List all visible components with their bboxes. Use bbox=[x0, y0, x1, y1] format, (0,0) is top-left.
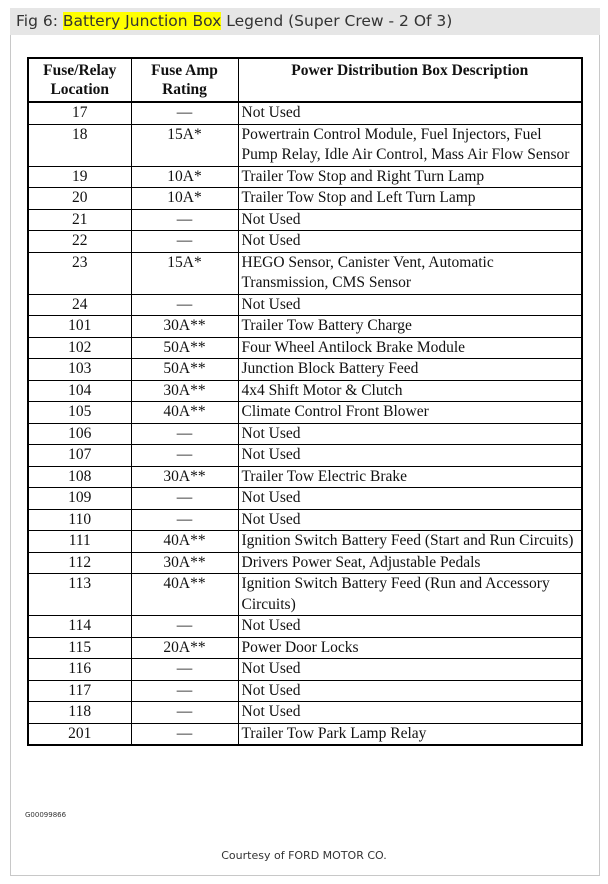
fuse-description-cell: Not Used bbox=[238, 616, 582, 638]
fuse-location-cell: 103 bbox=[28, 359, 131, 381]
fuse-amp-cell: — bbox=[131, 231, 238, 253]
table-row bbox=[28, 423, 582, 445]
table-row bbox=[28, 637, 582, 659]
fuse-location-cell: 201 bbox=[28, 723, 131, 745]
fuse-amp-cell: — bbox=[131, 488, 238, 510]
table-row bbox=[28, 488, 582, 510]
figure-code: G00099866 bbox=[25, 811, 67, 819]
courtesy-credit: Courtesy of FORD MOTOR CO. bbox=[221, 849, 387, 862]
fuse-description-cell: Trailer Tow Park Lamp Relay bbox=[238, 723, 582, 745]
fuse-location-cell: 18 bbox=[28, 124, 131, 166]
fuse-location-cell: 104 bbox=[28, 380, 131, 402]
table-row bbox=[28, 702, 582, 724]
fuse-amp-cell: 30A** bbox=[131, 316, 238, 338]
fuse-description-cell: Not Used bbox=[238, 102, 582, 124]
table-row bbox=[28, 680, 582, 702]
table-row bbox=[28, 231, 582, 253]
table-row bbox=[28, 359, 582, 381]
fuse-location-cell: 113 bbox=[28, 574, 131, 616]
fuse-description-cell: Climate Control Front Blower bbox=[238, 402, 582, 424]
table-row bbox=[28, 509, 582, 531]
fuse-description-cell: Not Used bbox=[238, 209, 582, 231]
fuse-location-cell: 23 bbox=[28, 252, 131, 294]
fuse-amp-cell: 15A* bbox=[131, 252, 238, 294]
fuse-location-cell: 115 bbox=[28, 637, 131, 659]
table-row bbox=[28, 188, 582, 210]
fuse-location-cell: 118 bbox=[28, 702, 131, 724]
fuse-amp-cell: — bbox=[131, 209, 238, 231]
header-amp-rating: Fuse Amp Rating bbox=[131, 58, 238, 102]
fuse-description-cell: Ignition Switch Battery Feed (Start and Run Circuits) bbox=[238, 531, 582, 553]
fuse-amp-cell: 10A* bbox=[131, 188, 238, 210]
fuse-location-cell: 117 bbox=[28, 680, 131, 702]
fuse-description-cell: Not Used bbox=[238, 659, 582, 681]
fuse-amp-cell: — bbox=[131, 294, 238, 316]
fuse-location-cell: 24 bbox=[28, 294, 131, 316]
figure-title bbox=[10, 8, 600, 35]
fuse-location-cell: 109 bbox=[28, 488, 131, 510]
fuse-description-cell: Four Wheel Antilock Brake Module bbox=[238, 337, 582, 359]
table-row bbox=[28, 574, 582, 616]
fuse-location-cell: 105 bbox=[28, 402, 131, 424]
table-row bbox=[28, 337, 582, 359]
title-prefix: Fig 6: bbox=[16, 12, 63, 30]
fuse-location-cell: 102 bbox=[28, 337, 131, 359]
fuse-location-cell: 19 bbox=[28, 166, 131, 188]
table-row bbox=[28, 659, 582, 681]
fuse-amp-cell: 40A** bbox=[131, 402, 238, 424]
fuse-description-cell: HEGO Sensor, Canister Vent, Automatic Transmission, CMS Sensor bbox=[238, 252, 582, 294]
fuse-location-cell: 20 bbox=[28, 188, 131, 210]
table-row bbox=[28, 209, 582, 231]
fuse-description-cell: Not Used bbox=[238, 231, 582, 253]
fuse-location-cell: 22 bbox=[28, 231, 131, 253]
fuse-amp-cell: 50A** bbox=[131, 359, 238, 381]
table-row bbox=[28, 466, 582, 488]
fuse-description-cell: Not Used bbox=[238, 702, 582, 724]
table-row bbox=[28, 445, 582, 467]
fuse-description-cell: Not Used bbox=[238, 423, 582, 445]
fuse-location-cell: 114 bbox=[28, 616, 131, 638]
title-highlight: Battery Junction Box bbox=[62, 12, 222, 30]
fuse-description-cell: Junction Block Battery Feed bbox=[238, 359, 582, 381]
header-location: Fuse/Relay Location bbox=[28, 58, 131, 102]
fuse-location-cell: 116 bbox=[28, 659, 131, 681]
fuse-description-cell: Ignition Switch Battery Feed (Run and Accessory Circuits) bbox=[238, 574, 582, 616]
fuse-location-cell: 111 bbox=[28, 531, 131, 553]
fuse-location-cell: 112 bbox=[28, 552, 131, 574]
fuse-legend-table bbox=[27, 57, 583, 746]
table-row bbox=[28, 124, 582, 166]
fuse-location-cell: 106 bbox=[28, 423, 131, 445]
fuse-amp-cell: — bbox=[131, 680, 238, 702]
fuse-description-cell: Not Used bbox=[238, 445, 582, 467]
fuse-location-cell: 21 bbox=[28, 209, 131, 231]
fuse-location-cell: 110 bbox=[28, 509, 131, 531]
fuse-amp-cell: — bbox=[131, 702, 238, 724]
fuse-description-cell: Not Used bbox=[238, 294, 582, 316]
fuse-description-cell: Trailer Tow Electric Brake bbox=[238, 466, 582, 488]
fuse-amp-cell: 10A* bbox=[131, 166, 238, 188]
fuse-location-cell: 108 bbox=[28, 466, 131, 488]
fuse-location-cell: 101 bbox=[28, 316, 131, 338]
fuse-amp-cell: 30A** bbox=[131, 380, 238, 402]
title-suffix: Legend (Super Crew - 2 Of 3) bbox=[221, 12, 453, 30]
fuse-amp-cell: 15A* bbox=[131, 124, 238, 166]
fuse-amp-cell: — bbox=[131, 616, 238, 638]
table-row bbox=[28, 166, 582, 188]
fuse-amp-cell: 20A** bbox=[131, 637, 238, 659]
fuse-amp-cell: — bbox=[131, 423, 238, 445]
table-row bbox=[28, 294, 582, 316]
table-row bbox=[28, 380, 582, 402]
table-row bbox=[28, 616, 582, 638]
fuse-amp-cell: 40A** bbox=[131, 574, 238, 616]
table-row bbox=[28, 531, 582, 553]
fuse-description-cell: Not Used bbox=[238, 488, 582, 510]
fuse-amp-cell: — bbox=[131, 723, 238, 745]
fuse-amp-cell: 30A** bbox=[131, 466, 238, 488]
table-row bbox=[28, 316, 582, 338]
fuse-description-cell: Not Used bbox=[238, 680, 582, 702]
table-row bbox=[28, 252, 582, 294]
fuse-amp-cell: 50A** bbox=[131, 337, 238, 359]
fuse-amp-cell: — bbox=[131, 509, 238, 531]
fuse-amp-cell: 30A** bbox=[131, 552, 238, 574]
fuse-description-cell: Trailer Tow Battery Charge bbox=[238, 316, 582, 338]
fuse-description-cell: Drivers Power Seat, Adjustable Pedals bbox=[238, 552, 582, 574]
table-row bbox=[28, 102, 582, 124]
table-header-row bbox=[28, 58, 582, 102]
table-body bbox=[28, 102, 582, 745]
header-description: Power Distribution Box Description bbox=[238, 58, 582, 102]
table-row bbox=[28, 402, 582, 424]
fuse-location-cell: 17 bbox=[28, 102, 131, 124]
fuse-amp-cell: — bbox=[131, 445, 238, 467]
fuse-description-cell: Trailer Tow Stop and Left Turn Lamp bbox=[238, 188, 582, 210]
fuse-description-cell: Not Used bbox=[238, 509, 582, 531]
fuse-description-cell: Trailer Tow Stop and Right Turn Lamp bbox=[238, 166, 582, 188]
fuse-amp-cell: — bbox=[131, 102, 238, 124]
fuse-location-cell: 107 bbox=[28, 445, 131, 467]
table-row bbox=[28, 723, 582, 745]
fuse-amp-cell: 40A** bbox=[131, 531, 238, 553]
fuse-description-cell: 4x4 Shift Motor & Clutch bbox=[238, 380, 582, 402]
fuse-description-cell: Powertrain Control Module, Fuel Injectors, Fuel Pump Relay, Idle Air Control, Mass Air Flow Sensor bbox=[238, 124, 582, 166]
fuse-description-cell: Power Door Locks bbox=[238, 637, 582, 659]
fuse-amp-cell: — bbox=[131, 659, 238, 681]
table-row bbox=[28, 552, 582, 574]
